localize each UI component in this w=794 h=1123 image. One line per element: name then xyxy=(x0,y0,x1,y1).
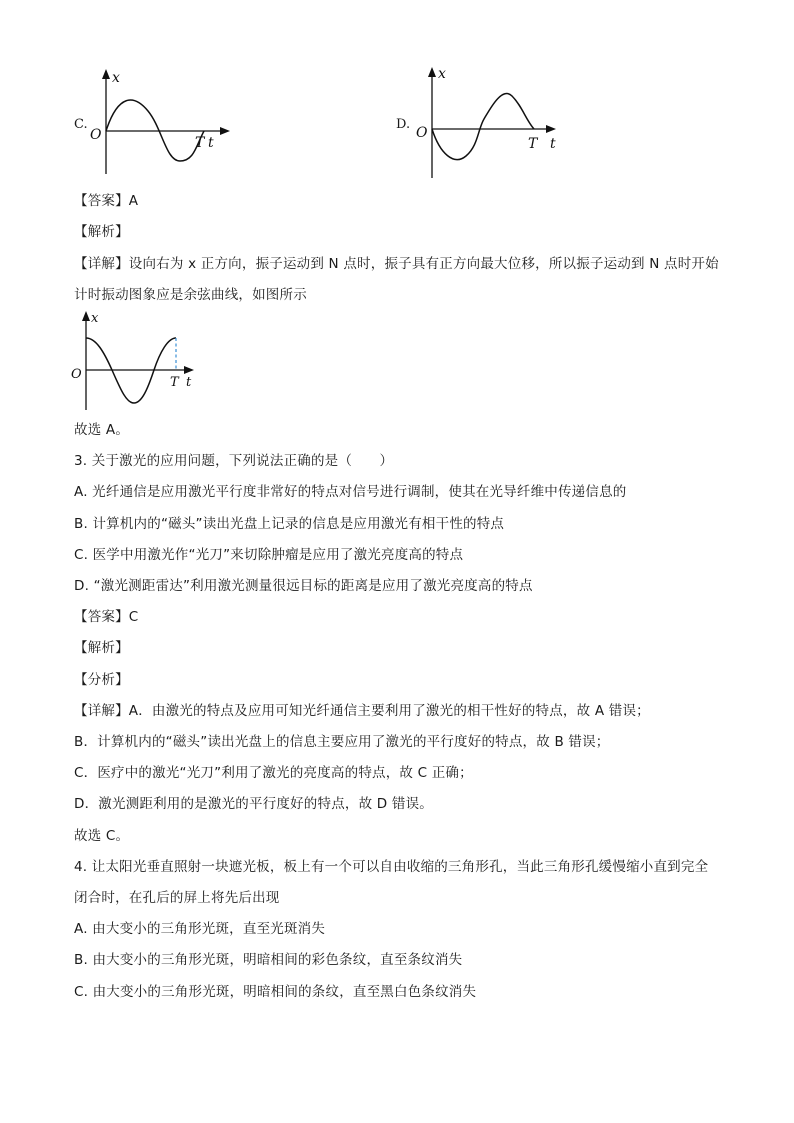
q3-analysis-heading: 【解析】 xyxy=(74,640,129,656)
q3-option-d: D. “激光测距雷达”利用激光测量很远目标的距离是应用了激光亮度高的特点 xyxy=(74,578,533,594)
q3-fenxi-heading: 【分析】 xyxy=(74,672,129,688)
option-c-letter: C. xyxy=(74,117,88,132)
t-label: t xyxy=(208,135,214,151)
origin-label: O xyxy=(416,125,428,141)
x-label: x xyxy=(112,70,120,86)
x-axis-arrow-icon xyxy=(82,311,90,321)
q3-detail-b: B．计算机内的“磁头”读出光盘上的信息主要应用了激光的平行度好的特点，故 B 错误； xyxy=(74,734,610,750)
negative-sine-curve xyxy=(432,94,534,160)
q4-option-c: C. 由大变小的三角形光斑，明暗相间的条纹，直至黑白色条纹消失 xyxy=(74,984,477,1000)
t-label: t xyxy=(186,375,192,390)
q2-answer: 【答案】A xyxy=(74,193,139,209)
option-c-graph xyxy=(88,66,238,178)
origin-label: O xyxy=(90,127,102,143)
t-axis-arrow-icon xyxy=(546,125,556,133)
q4-option-b: B. 由大变小的三角形光斑，明暗相间的彩色条纹，直至条纹消失 xyxy=(74,952,463,968)
q2-detail-line1: 【详解】设向右为 x 正方向，振子运动到 N 点时，振子具有正方向最大位移，所以振子运动到 N 点时开始 xyxy=(74,256,719,272)
q3-option-a: A. 光纤通信是应用激光平行度非常好的特点对信号进行调制，使其在光导纤维中传递信息的 xyxy=(74,484,627,500)
x-axis-arrow-icon xyxy=(102,69,110,79)
origin-label: O xyxy=(71,367,82,382)
q3-option-c: C. 医学中用激光作“光刀”来切除肿瘤是应用了激光亮度高的特点 xyxy=(74,547,464,563)
q3-detail-d: D．激光测距利用的是激光的平行度好的特点，故 D 错误。 xyxy=(74,796,433,812)
q3-answer: 【答案】C xyxy=(74,609,139,625)
t-label: t xyxy=(550,136,556,152)
period-label: T xyxy=(195,135,205,151)
q2-cosine-graph xyxy=(70,308,200,414)
period-label: T xyxy=(170,375,179,390)
q3-option-b: B. 计算机内的“磁头”读出光盘上记录的信息是应用激光有相干性的特点 xyxy=(74,516,505,532)
q2-conclusion: 故选 A。 xyxy=(74,422,130,438)
q3-stem: 3. 关于激光的应用问题，下列说法正确的是（ ） xyxy=(74,453,394,469)
q3-conclusion: 故选 C。 xyxy=(74,828,130,844)
x-axis-arrow-icon xyxy=(428,67,436,77)
q3-detail-c: C．医疗中的激光“光刀”利用了激光的亮度高的特点，故 C 正确； xyxy=(74,765,473,781)
x-label: x xyxy=(438,66,446,82)
x-label: x xyxy=(91,311,99,326)
period-label: T xyxy=(528,136,538,152)
q3-detail-a: 【详解】A．由激光的特点及应用可知光纤通信主要利用了激光的相干性好的特点，故 A 错误； xyxy=(74,703,650,719)
option-d-letter: D. xyxy=(396,117,411,132)
t-axis-arrow-icon xyxy=(220,127,230,135)
q4-option-a: A. 由大变小的三角形光斑，直至光斑消失 xyxy=(74,921,326,937)
q4-stem-line2: 闭合时，在孔后的屏上将先后出现 xyxy=(74,890,280,906)
t-axis-arrow-icon xyxy=(184,366,194,374)
q2-analysis-heading: 【解析】 xyxy=(74,224,129,240)
option-d-graph xyxy=(414,64,564,182)
q4-stem-line1: 4. 让太阳光垂直照射一块遮光板，板上有一个可以自由收缩的三角形孔，当此三角形孔缓慢缩小直到完全 xyxy=(74,859,709,875)
q2-detail-line2: 计时振动图象应是余弦曲线，如图所示 xyxy=(74,287,307,303)
